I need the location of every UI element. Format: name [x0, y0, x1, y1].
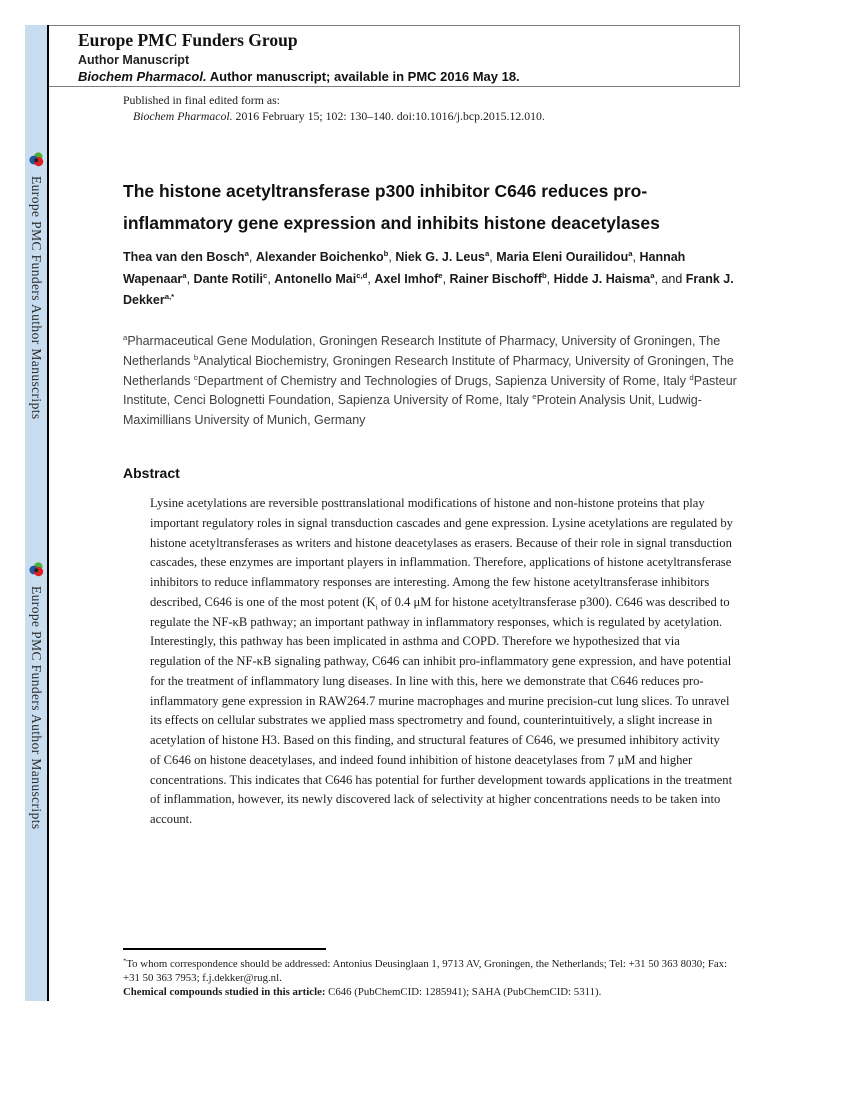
europe-pmc-logo-icon: [29, 562, 44, 577]
citation-line: [133, 108, 743, 124]
sidebar-watermark-label: Europe PMC Funders Author Manuscripts: [29, 586, 44, 830]
article-title: The histone acetyltransferase p300 inhibitor C646 reduces pro- inflammatory gene expression and inhibits histone deacetylases: [123, 181, 660, 233]
correspondence-footnote: *To whom correspondence should be addressed: Antonius Deusinglaan 1, 9713 AV, Groningen, the Netherlands; Tel: +31 50 363 8030; Fax: +31 50 363 7953; f.j.dekker@rug.nl.: [123, 957, 728, 984]
europe-pmc-logo-icon: [29, 152, 44, 167]
manuscript-header-box: [49, 25, 740, 87]
footnotes: [123, 958, 735, 999]
journal-name: Biochem Pharmacol.: [78, 69, 207, 84]
sidebar-watermark-bottom: [25, 562, 47, 830]
availability-text: Author manuscript; available in PMC 2016 May 18.: [206, 69, 520, 84]
footnote-divider: [123, 948, 326, 950]
sidebar-watermark-label: Europe PMC Funders Author Manuscripts: [29, 176, 44, 420]
journal-availability-line: [78, 69, 739, 84]
funders-group-title: Europe PMC Funders Group: [78, 30, 298, 50]
published-as-lead: Published in final edited form as:: [123, 93, 280, 107]
manuscript-type-label: Author Manuscript: [78, 53, 190, 67]
affiliations: $^a$Pharmaceutical Gene Modulation, Groningen Research Institute of Pharmacy, University of Groningen, The Netherlands $^b$Analytical Biochemistry, Groningen Research Institute of Pharmacy, University of Groningen, The Netherlands $^c$Department of Chemistry and Technologies of Drugs, Sapienza University of Rome, Italy $^d$Pasteur Institute, Cenci Bolognetti Foundation, Sapienza University of Rome, Italy $^e$Protein Analysis Unit, Ludwig-Maximillians University of Munich, Germany: [123, 332, 737, 428]
sidebar-watermark-top: [25, 152, 47, 420]
author-list: Thea van den Bosch$^a$, Alexander Boichenko$^b$, Niek G. J. Leus$^a$, Maria Eleni Ourailidou$^a$, Hannah Wapenaar$^a$, Dante Rotili$^c$, Antonello Mai$^{c,d}$, Axel Imhof$^e$, Rainer Bischoff$^b$, Hidde J. Haisma$^a$, and Frank J. Dekker$^{a,*}$: [123, 248, 734, 307]
sidebar-strip: [25, 25, 49, 1001]
citation-details: 2016 February 15; 102: 130–140. doi:10.1016/j.bcp.2015.12.010.: [232, 109, 545, 123]
abstract-text: Lysine acetylations are reversible posttranslational modifications of histone and non-histone proteins that play important regulatory roles in signal transduction cascades and gene expression. Lysine acetylations are regulated by histone acetyltransferases as writers and histone deacetylases as erasers. Because of their role in signal transduction cascades, these enzymes are important players in inflammation. Therefore, applications of histone acetyltransferase inhibitors to reduce inflammatory responses are interesting. Among the few histone acetyltransferase inhibitors described, C646 is one of the most potent ($K_i$ of 0.4 μM for histone acetyltransferase p300). C646 was described to regulate the NF-κB pathway; an important pathway in inflammatory responses, which is regulated by acetylation. Interestingly, this pathway has been implicated in asthma and COPD. Therefore we hypothesized that via regulation of the NF-κB signaling pathway, C646 can inhibit pro-inflammatory gene expression, and have potential for the treatment of inflammatory lung diseases. In line with this, here we demonstrate that C646 reduces pro-inflammatory gene expression in RAW264.7 murine macrophages and murine precision-cut lung slices. To unravel its effects on cellular substrates we applied mass spectrometry and found, counterintuitively, a slight increase in acetylation of histone H3. Based on this finding, and structural features of C646, we presumed inhibitory activity of C646 on histone deacetylases, and indeed found inhibition of histone deacetylases from 7 μM and higher concentrations. This indicates that C646 has potential for further development towards applications in the treatment of inflammation, however, its newly discovered lack of selectivity at higher concentrations needs to be taken into account.: [150, 496, 733, 826]
published-as-block: [123, 92, 743, 124]
abstract-heading: Abstract: [123, 465, 180, 481]
citation-journal-name: Biochem Pharmacol.: [133, 109, 233, 123]
chemical-compounds-footnote: Chemical compounds studied in this article: C646 (PubChemCID: 1285941); SAHA (PubChemCID: 5311).: [123, 985, 602, 998]
